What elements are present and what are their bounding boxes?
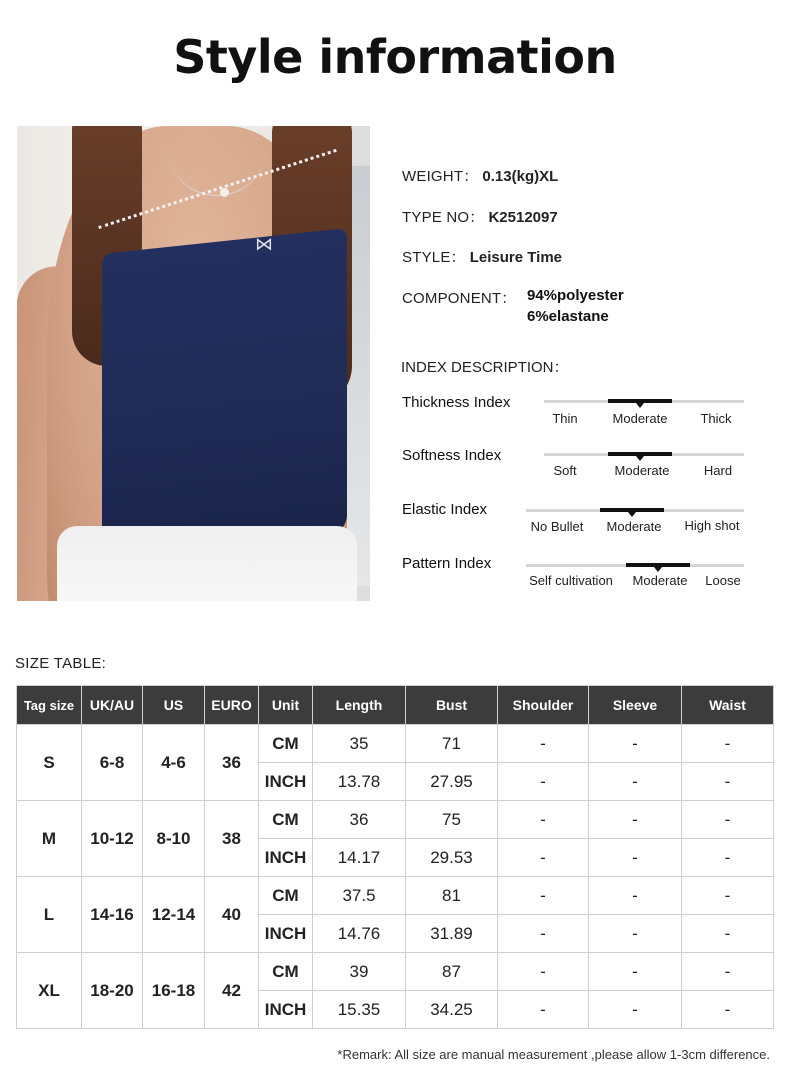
unit-cell: CM xyxy=(259,801,313,839)
sleeve-cell: - xyxy=(589,991,682,1029)
euro-cell: 42 xyxy=(205,953,259,1029)
length-cell: 35 xyxy=(313,725,406,763)
pattern-option: Loose xyxy=(705,573,741,588)
shoulder-cell: - xyxy=(498,839,589,877)
shoulder-cell: - xyxy=(498,877,589,915)
tag-size-cell: L xyxy=(17,877,82,953)
euro-cell: 40 xyxy=(205,877,259,953)
sleeve-cell: - xyxy=(589,877,682,915)
tag-size-cell: XL xyxy=(17,953,82,1029)
bust-cell: 87 xyxy=(406,953,498,991)
page-title: Style information xyxy=(173,30,617,84)
shoulder-cell: - xyxy=(498,763,589,801)
bust-cell: 29.53 xyxy=(406,839,498,877)
tag-size-cell: M xyxy=(17,801,82,877)
header-uk-au: UK/AU xyxy=(82,686,143,725)
uk-au-cell: 10-12 xyxy=(82,801,143,877)
remark-text: *Remark: All size are manual measurement ,please allow 1-3cm difference. xyxy=(337,1047,770,1062)
component-label: COMPONENT： xyxy=(402,290,517,307)
bust-cell: 71 xyxy=(406,725,498,763)
thickness-option: Thick xyxy=(700,411,732,426)
waist-cell: - xyxy=(682,801,774,839)
sleeve-cell: - xyxy=(589,725,682,763)
table-row xyxy=(17,801,774,839)
size-table-label: SIZE TABLE: xyxy=(15,655,107,672)
sleeve-cell: - xyxy=(589,839,682,877)
thickness-option: Moderate xyxy=(612,411,668,426)
softness-option: Moderate xyxy=(614,463,670,478)
table-row xyxy=(17,953,774,991)
table-row xyxy=(17,725,774,763)
elastic-index-label: Elastic Index xyxy=(402,501,488,518)
waist-cell: - xyxy=(682,953,774,991)
style-row xyxy=(402,246,562,267)
unit-cell: CM xyxy=(259,725,313,763)
shoulder-cell: - xyxy=(498,801,589,839)
sleeve-cell: - xyxy=(589,953,682,991)
header-us: US xyxy=(143,686,205,725)
length-cell: 37.5 xyxy=(313,877,406,915)
unit-cell: CM xyxy=(259,877,313,915)
product-photo xyxy=(17,126,370,601)
style-value: Leisure Time xyxy=(469,249,562,266)
uk-au-cell: 18-20 xyxy=(82,953,143,1029)
unit-cell: INCH xyxy=(259,839,313,877)
euro-cell: 36 xyxy=(205,725,259,801)
elastic-option: No Bullet xyxy=(530,519,584,534)
shoulder-cell: - xyxy=(498,725,589,763)
component-value-1: 94%polyester xyxy=(527,287,624,304)
length-cell: 15.35 xyxy=(313,991,406,1029)
style-label: STYLE： xyxy=(402,249,466,266)
softness-marker-icon xyxy=(636,456,644,461)
pattern-option: Self cultivation xyxy=(529,573,613,588)
pattern-index-label: Pattern Index xyxy=(402,555,492,572)
weight-row xyxy=(402,165,558,186)
header-bust: Bust xyxy=(406,686,498,725)
uk-au-cell: 6-8 xyxy=(82,725,143,801)
elastic-option: High shot xyxy=(684,518,740,533)
shoulder-cell: - xyxy=(498,915,589,953)
header-tag-size: Tag size xyxy=(17,686,82,725)
shoulder-cell: - xyxy=(498,953,589,991)
header-length: Length xyxy=(313,686,406,725)
us-cell: 4-6 xyxy=(143,725,205,801)
shoulder-cell: - xyxy=(498,991,589,1029)
waist-cell: - xyxy=(682,877,774,915)
waist-cell: - xyxy=(682,839,774,877)
table-row xyxy=(17,877,774,915)
unit-cell: CM xyxy=(259,953,313,991)
component-value-2: 6%elastane xyxy=(527,308,609,325)
tag-size-cell: S xyxy=(17,725,82,801)
elastic-marker-icon xyxy=(628,512,636,517)
header-shoulder: Shoulder xyxy=(498,686,589,725)
unit-cell: INCH xyxy=(259,763,313,801)
pattern-marker-icon xyxy=(654,567,662,572)
type-value: K2512097 xyxy=(488,209,558,226)
unit-cell: INCH xyxy=(259,991,313,1029)
waist-cell: - xyxy=(682,763,774,801)
us-cell: 12-14 xyxy=(143,877,205,953)
thickness-marker-icon xyxy=(636,403,644,408)
us-cell: 16-18 xyxy=(143,953,205,1029)
sleeve-cell: - xyxy=(589,915,682,953)
type-row xyxy=(402,206,558,227)
bow-icon: ⋈ xyxy=(255,234,273,254)
sleeve-cell: - xyxy=(589,801,682,839)
us-cell: 8-10 xyxy=(143,801,205,877)
bust-cell: 31.89 xyxy=(406,915,498,953)
length-cell: 14.76 xyxy=(313,915,406,953)
component-row xyxy=(402,287,517,308)
waist-cell: - xyxy=(682,915,774,953)
elastic-option: Moderate xyxy=(606,519,662,534)
header-waist: Waist xyxy=(682,686,774,725)
bust-cell: 34.25 xyxy=(406,991,498,1029)
header-euro: EURO xyxy=(205,686,259,725)
pattern-option: Moderate xyxy=(632,573,688,588)
header-sleeve: Sleeve xyxy=(589,686,682,725)
index-description-title: INDEX DESCRIPTION： xyxy=(401,359,569,376)
softness-option: Soft xyxy=(553,463,577,478)
thickness-index-label: Thickness Index xyxy=(402,394,511,411)
sleeve-cell: - xyxy=(589,763,682,801)
uk-au-cell: 14-16 xyxy=(82,877,143,953)
waist-cell: - xyxy=(682,991,774,1029)
header-unit: Unit xyxy=(259,686,313,725)
length-cell: 36 xyxy=(313,801,406,839)
length-cell: 39 xyxy=(313,953,406,991)
length-cell: 14.17 xyxy=(313,839,406,877)
table-header-row xyxy=(17,686,774,725)
bust-cell: 75 xyxy=(406,801,498,839)
euro-cell: 38 xyxy=(205,801,259,877)
bust-cell: 81 xyxy=(406,877,498,915)
size-table xyxy=(16,685,774,1029)
thickness-option: Thin xyxy=(552,411,578,426)
weight-value: 0.13(kg)XL xyxy=(482,168,559,185)
waist-cell: - xyxy=(682,725,774,763)
softness-option: Hard xyxy=(703,463,733,478)
softness-index-label: Softness Index xyxy=(402,447,502,464)
unit-cell: INCH xyxy=(259,915,313,953)
type-label: TYPE NO： xyxy=(402,209,485,226)
bust-cell: 27.95 xyxy=(406,763,498,801)
weight-label: WEIGHT： xyxy=(402,168,479,185)
length-cell: 13.78 xyxy=(313,763,406,801)
